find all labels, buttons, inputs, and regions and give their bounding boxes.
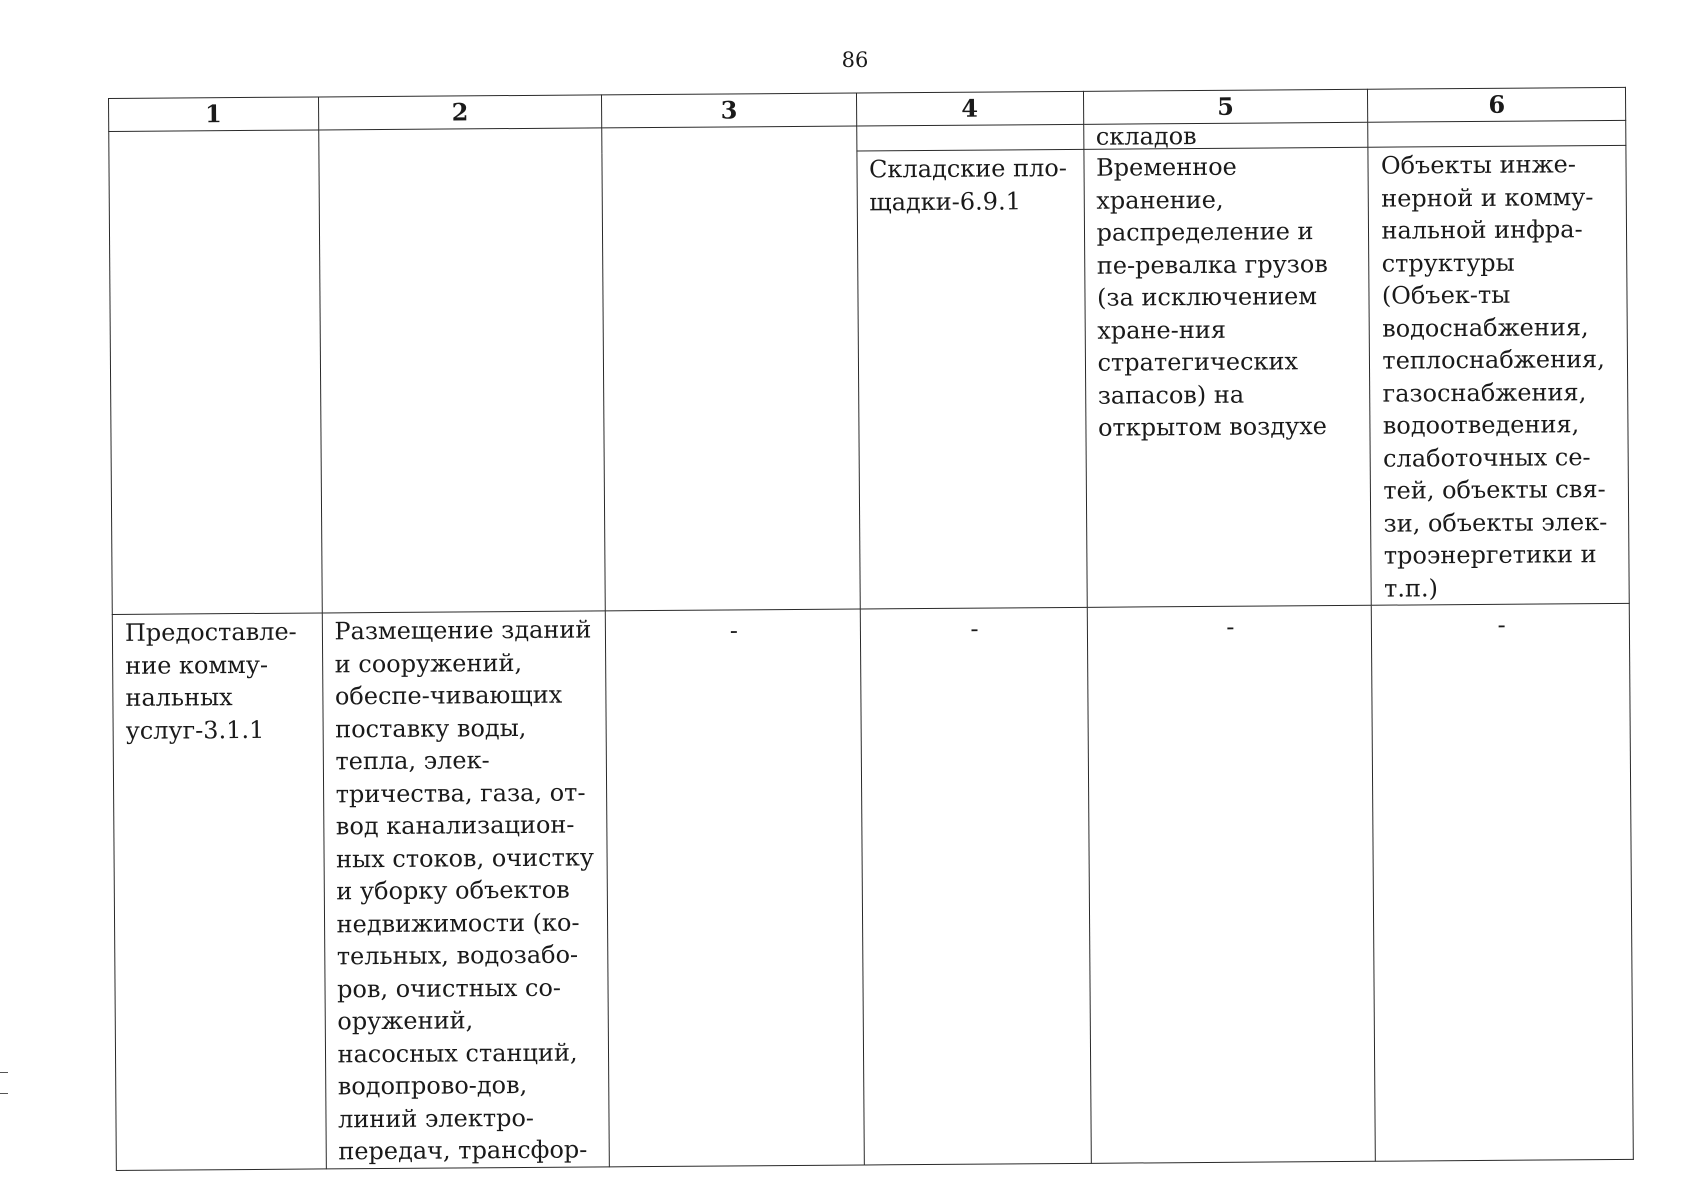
table-row <box>112 603 1633 1170</box>
row2-col4: - <box>860 607 1091 1164</box>
row1-col3 <box>602 126 860 611</box>
header-col-5: 5 <box>1083 89 1368 124</box>
row1-col5: Временное хранение, распределение и пе-ревалка грузов (за исключением хране-ния стратегических запасов) на открытом воздухе <box>1083 147 1371 607</box>
row2-col1: Предоставле-ние комму-нальных услуг-3.1.1 <box>112 613 326 1170</box>
header-col-2: 2 <box>318 95 602 130</box>
row2-col5: - <box>1087 605 1376 1163</box>
header-col-4: 4 <box>856 91 1083 126</box>
row1-col6: Объекты инже-нерной и комму-нальной инфра-структуры (Объек-ты водоснабжения, теплоснабжения, газоснабжения, водоотведения, слаботочных се-тей, объекты свя-зи, объекты элек-троэнергетики и т.п.) <box>1368 145 1629 605</box>
land-use-table <box>108 87 1634 1171</box>
header-col-3: 3 <box>602 93 857 128</box>
row2-col6: - <box>1372 603 1634 1160</box>
page-number: 86 <box>841 48 869 72</box>
continuation-col5: складов <box>1083 122 1368 149</box>
header-col-1: 1 <box>109 97 319 132</box>
row2-col2: Размещение зданий и сооружений, обеспе-чивающих поставку воды, тепла, элек-тричества, газа, от-вод канализацион-ных стоков, очистку и уборку объектов недвижимости (ко-тельных, водозабо-ров, очистных со-оружений, насосных станций, водопрово-дов, линий электро-передач, трансфор- <box>322 611 610 1169</box>
scan-edge-mark <box>0 1072 8 1094</box>
table-container <box>108 87 1634 1171</box>
continuation-col4 <box>856 124 1083 151</box>
row1-col1 <box>109 130 322 615</box>
row2-col3: - <box>606 609 864 1166</box>
continuation-col6 <box>1368 120 1626 147</box>
header-col-6: 6 <box>1368 87 1626 122</box>
row1-col4: Складские пло-щадки-6.9.1 <box>856 149 1086 609</box>
row1-col2 <box>318 128 605 613</box>
